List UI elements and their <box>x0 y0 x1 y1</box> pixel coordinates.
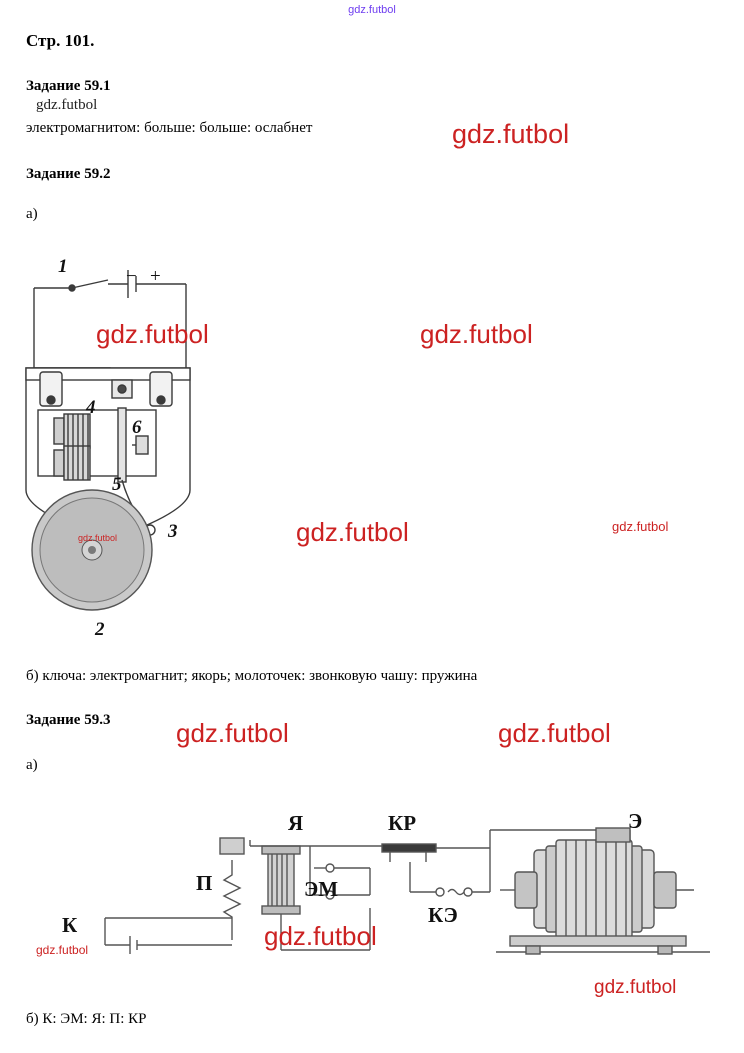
watermark-inline-1: gdz.futbol <box>36 97 98 113</box>
watermark-9: gdz.futbol <box>498 718 611 748</box>
task-59-3-part-a-label: а) <box>26 757 38 773</box>
watermark-4: gdz.futbol <box>420 319 533 349</box>
watermark-top: gdz.futbol <box>348 4 396 16</box>
watermark-7: gdz.futbol <box>78 533 118 543</box>
electric-bell-figure <box>10 240 240 645</box>
svg-text:−: − <box>126 266 137 287</box>
task-heading-59-3: Задание 59.3 <box>26 712 111 728</box>
svg-text:4: 4 <box>86 397 96 418</box>
task-59-2-part-b: б) ключа: электромагнит; якорь; молоточек: звонковую чашу: пружина <box>26 668 478 684</box>
svg-text:КР: КР <box>388 811 417 835</box>
watermark-8: gdz.futbol <box>176 718 289 748</box>
watermark-2: gdz.futbol <box>452 119 570 149</box>
task-59-2-part-a-label: а) <box>26 206 38 222</box>
svg-text:2: 2 <box>95 619 105 640</box>
svg-text:1: 1 <box>58 256 68 277</box>
watermark-3: gdz.futbol <box>96 319 209 349</box>
svg-text:П: П <box>196 871 213 895</box>
svg-text:3: 3 <box>168 521 178 542</box>
svg-text:Я: Я <box>288 811 304 835</box>
svg-text:К: К <box>62 913 78 937</box>
svg-text:+: + <box>150 266 161 287</box>
watermark-11: gdz.futbol <box>36 943 89 957</box>
svg-text:Э: Э <box>628 809 643 833</box>
task-heading-59-2: Задание 59.2 <box>26 166 111 182</box>
watermark-5: gdz.futbol <box>296 517 409 547</box>
watermark-6: gdz.futbol <box>612 519 669 534</box>
svg-text:6: 6 <box>132 417 142 438</box>
svg-text:ЭМ: ЭМ <box>304 877 339 901</box>
task-answer-59-1: электромагнитом: больше: больше: ослабнет <box>26 120 313 136</box>
watermark-12: gdz.futbol <box>594 977 677 998</box>
page-number-label: Стр. 101. <box>26 31 95 50</box>
task-59-3-part-b: б) К: ЭМ: Я: П: КР <box>26 1011 147 1027</box>
task-heading-59-1: Задание 59.1 <box>26 78 111 94</box>
svg-text:5: 5 <box>112 474 122 495</box>
watermark-10: gdz.futbol <box>264 921 377 951</box>
motor-relay-circuit-figure <box>10 800 730 1005</box>
svg-text:КЭ: КЭ <box>428 903 458 927</box>
